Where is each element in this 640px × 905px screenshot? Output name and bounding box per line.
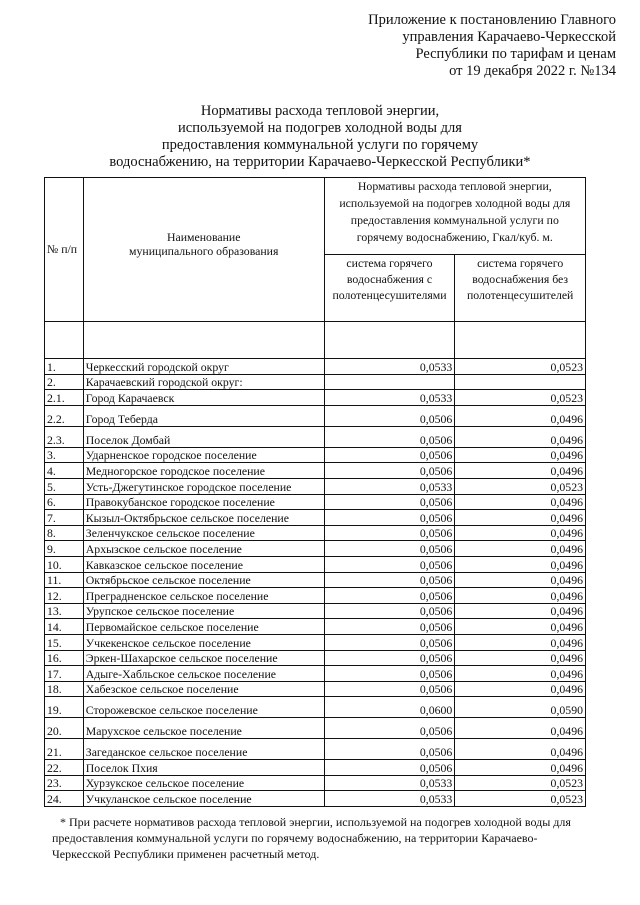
table-row (45, 494, 586, 510)
row-name-cell: Черкесский городской округ (83, 359, 324, 375)
header-cell-number: № п/п (45, 178, 84, 322)
row-number-cell: 15. (45, 634, 84, 650)
row-name-cell: Кавказское сельское поселение (83, 556, 324, 572)
row-value-with-cell: 0,0506 (324, 666, 455, 682)
row-number-cell: 23. (45, 775, 84, 791)
table-row (45, 697, 586, 718)
row-name-cell: Правокубанское городское поселение (83, 494, 324, 510)
row-number-cell: 19. (45, 697, 84, 718)
row-value-without-cell: 0,0523 (455, 359, 586, 375)
row-number-cell: 2. (45, 374, 84, 390)
row-value-with-cell: 0,0533 (324, 478, 455, 494)
row-value-with-cell: 0,0506 (324, 556, 455, 572)
row-value-with-cell: 0,0506 (324, 572, 455, 588)
row-number-cell: 3. (45, 447, 84, 463)
row-name-cell: Хабезское сельское поселение (83, 681, 324, 697)
row-name-cell: Город Карачаевск (83, 390, 324, 406)
row-number-cell: 22. (45, 760, 84, 776)
row-number-cell: 13. (45, 603, 84, 619)
table-row (45, 478, 586, 494)
row-value-without-cell: 0,0496 (455, 572, 586, 588)
row-value-with-cell: 0,0533 (324, 359, 455, 375)
row-value-without-cell: 0,0496 (455, 510, 586, 526)
row-name-cell: Эркен-Шахарское сельское поселение (83, 650, 324, 666)
row-value-without-cell: 0,0496 (455, 739, 586, 760)
table-row (45, 405, 586, 426)
row-number-cell: 24. (45, 791, 84, 807)
row-value-with-cell: 0,0506 (324, 634, 455, 650)
row-number-cell: 12. (45, 588, 84, 604)
row-value-with-cell: 0,0506 (324, 405, 455, 426)
row-value-without-cell: 0,0496 (455, 426, 586, 447)
row-value-with-cell: 0,0506 (324, 494, 455, 510)
row-value-without-cell: 0,0496 (455, 405, 586, 426)
table-row (45, 760, 586, 776)
header-line: от 19 декабря 2022 г. №134 (449, 63, 616, 79)
row-value-with-cell: 0,0506 (324, 681, 455, 697)
row-name-cell: Марухское сельское поселение (83, 718, 324, 739)
row-name-cell: Кызыл-Октябрьское сельское поселение (83, 510, 324, 526)
row-value-with-cell (324, 374, 455, 390)
row-value-with-cell: 0,0506 (324, 525, 455, 541)
table-row (45, 510, 586, 526)
row-value-without-cell (455, 374, 586, 390)
row-value-without-cell: 0,0523 (455, 390, 586, 406)
row-name-cell: Город Теберда (83, 405, 324, 426)
row-number-cell: 9. (45, 541, 84, 557)
table-row (45, 619, 586, 635)
table-spacer-row (45, 322, 586, 359)
table-row (45, 666, 586, 682)
row-number-cell: 17. (45, 666, 84, 682)
table-row (45, 572, 586, 588)
row-value-without-cell: 0,0496 (455, 541, 586, 557)
row-value-with-cell: 0,0533 (324, 791, 455, 807)
table-row (45, 775, 586, 791)
table-row (45, 374, 586, 390)
header-name-text: Наименование муниципального образования (129, 229, 279, 258)
row-value-with-cell: 0,0506 (324, 619, 455, 635)
table-row (45, 603, 586, 619)
row-value-with-cell: 0,0506 (324, 760, 455, 776)
spacer-cell (83, 322, 324, 359)
row-name-cell: Октябрьское сельское поселение (83, 572, 324, 588)
spacer-cell (455, 322, 586, 359)
row-number-cell: 21. (45, 739, 84, 760)
row-value-without-cell: 0,0496 (455, 634, 586, 650)
header-cell-with-towel-dryers: система горячего водоснабжения с полотенцесушителями (324, 255, 455, 322)
row-name-cell: Медногорское городское поселение (83, 463, 324, 479)
row-number-cell: 2.3. (45, 426, 84, 447)
table-row (45, 650, 586, 666)
table-row (45, 390, 586, 406)
row-number-cell: 7. (45, 510, 84, 526)
row-name-cell: Ударненское городское поселение (83, 447, 324, 463)
row-value-without-cell: 0,0496 (455, 681, 586, 697)
row-number-cell: 14. (45, 619, 84, 635)
footnote: * При расчете нормативов расхода тепловой энергии, используемой на подогрев холодной воды для предоставления коммунальной услуги по горячему водоснабжению, на территории Карачаево-Черкесской Республики применен расчетный метод. (52, 815, 571, 861)
table-row (45, 718, 586, 739)
row-value-without-cell: 0,0496 (455, 556, 586, 572)
row-value-without-cell: 0,0523 (455, 478, 586, 494)
header-line: Республики по тарифам и ценам (415, 46, 616, 62)
row-value-without-cell: 0,0496 (455, 463, 586, 479)
table-row (45, 556, 586, 572)
row-name-cell: Сторожевское сельское поселение (83, 697, 324, 718)
row-value-without-cell: 0,0496 (455, 588, 586, 604)
row-number-cell: 4. (45, 463, 84, 479)
row-value-without-cell: 0,0496 (455, 760, 586, 776)
table-row (45, 463, 586, 479)
row-value-without-cell: 0,0496 (455, 650, 586, 666)
row-number-cell: 5. (45, 478, 84, 494)
row-value-with-cell: 0,0506 (324, 426, 455, 447)
row-number-cell: 8. (45, 525, 84, 541)
row-value-without-cell: 0,0523 (455, 791, 586, 807)
row-number-cell: 20. (45, 718, 84, 739)
row-value-with-cell: 0,0506 (324, 463, 455, 479)
table-row (45, 359, 586, 375)
row-number-cell: 18. (45, 681, 84, 697)
table-row (45, 541, 586, 557)
table-row (45, 739, 586, 760)
header-cell-without-towel-dryers: система горячего водоснабжения без полотенцесушителей (455, 255, 586, 322)
table-row (45, 447, 586, 463)
row-value-with-cell: 0,0506 (324, 541, 455, 557)
row-value-with-cell: 0,0506 (324, 588, 455, 604)
row-value-without-cell: 0,0496 (455, 666, 586, 682)
row-name-cell: Хурзукское сельское поселение (83, 775, 324, 791)
document-header (316, 12, 616, 80)
row-name-cell: Усть-Джегутинское городское поселение (83, 478, 324, 494)
title-line: Нормативы расхода тепловой энергии, (200, 103, 440, 119)
row-value-without-cell: 0,0496 (455, 525, 586, 541)
table-body (45, 322, 586, 807)
row-value-with-cell: 0,0506 (324, 510, 455, 526)
title-line: предоставления коммунальной услуги по горячему (161, 137, 479, 153)
row-value-with-cell: 0,0506 (324, 447, 455, 463)
row-name-cell: Первомайское сельское поселение (83, 619, 324, 635)
row-value-without-cell: 0,0523 (455, 775, 586, 791)
table-row (45, 426, 586, 447)
row-value-with-cell: 0,0533 (324, 390, 455, 406)
title-line: водоснабжению, на территории Карачаево-Черкесской Республики* (109, 154, 531, 170)
row-value-with-cell: 0,0600 (324, 697, 455, 718)
row-name-cell: Загеданское сельское поселение (83, 739, 324, 760)
row-name-cell: Урупское сельское поселение (83, 603, 324, 619)
row-number-cell: 6. (45, 494, 84, 510)
spacer-cell (45, 322, 84, 359)
row-name-cell: Учкуланское сельское поселение (83, 791, 324, 807)
row-number-cell: 16. (45, 650, 84, 666)
row-value-without-cell: 0,0590 (455, 697, 586, 718)
row-value-with-cell: 0,0506 (324, 739, 455, 760)
table-row (45, 634, 586, 650)
row-name-cell: Поселок Домбай (83, 426, 324, 447)
row-value-without-cell: 0,0496 (455, 447, 586, 463)
table-row (45, 525, 586, 541)
row-name-cell: Адыге-Хабльское сельское поселение (83, 666, 324, 682)
table-row (45, 588, 586, 604)
title-line: используемой на подогрев холодной воды для (178, 120, 462, 136)
row-value-with-cell: 0,0533 (324, 775, 455, 791)
row-name-cell: Зеленчукское сельское поселение (83, 525, 324, 541)
row-name-cell: Преградненское сельское поселение (83, 588, 324, 604)
spacer-cell (324, 322, 455, 359)
row-value-without-cell: 0,0496 (455, 718, 586, 739)
row-value-with-cell: 0,0506 (324, 718, 455, 739)
row-value-without-cell: 0,0496 (455, 494, 586, 510)
row-number-cell: 10. (45, 556, 84, 572)
row-name-cell: Учкекенское сельское поселение (83, 634, 324, 650)
row-value-without-cell: 0,0496 (455, 619, 586, 635)
row-value-without-cell: 0,0496 (455, 603, 586, 619)
row-number-cell: 11. (45, 572, 84, 588)
row-value-with-cell: 0,0506 (324, 603, 455, 619)
row-name-cell: Карачаевский городской округ: (83, 374, 324, 390)
row-name-cell: Поселок Пхия (83, 760, 324, 776)
row-name-cell: Архызское сельское поселение (83, 541, 324, 557)
header-cell-name (83, 178, 324, 322)
norms-table (44, 177, 586, 807)
row-number-cell: 2.2. (45, 405, 84, 426)
table-row (45, 791, 586, 807)
header-cell-norms-group: Нормативы расхода тепловой энергии, используемой на подогрев холодной воды для предоставления коммунальной услуги по горячему водоснабжению, Гкал/куб. м. (324, 178, 585, 255)
table-row (45, 681, 586, 697)
row-number-cell: 2.1. (45, 390, 84, 406)
header-line: управления Карачаево-Черкесской (402, 29, 616, 45)
document-title (40, 103, 600, 171)
header-line: Приложение к постановлению Главного (368, 12, 616, 28)
row-value-with-cell: 0,0506 (324, 650, 455, 666)
row-number-cell: 1. (45, 359, 84, 375)
